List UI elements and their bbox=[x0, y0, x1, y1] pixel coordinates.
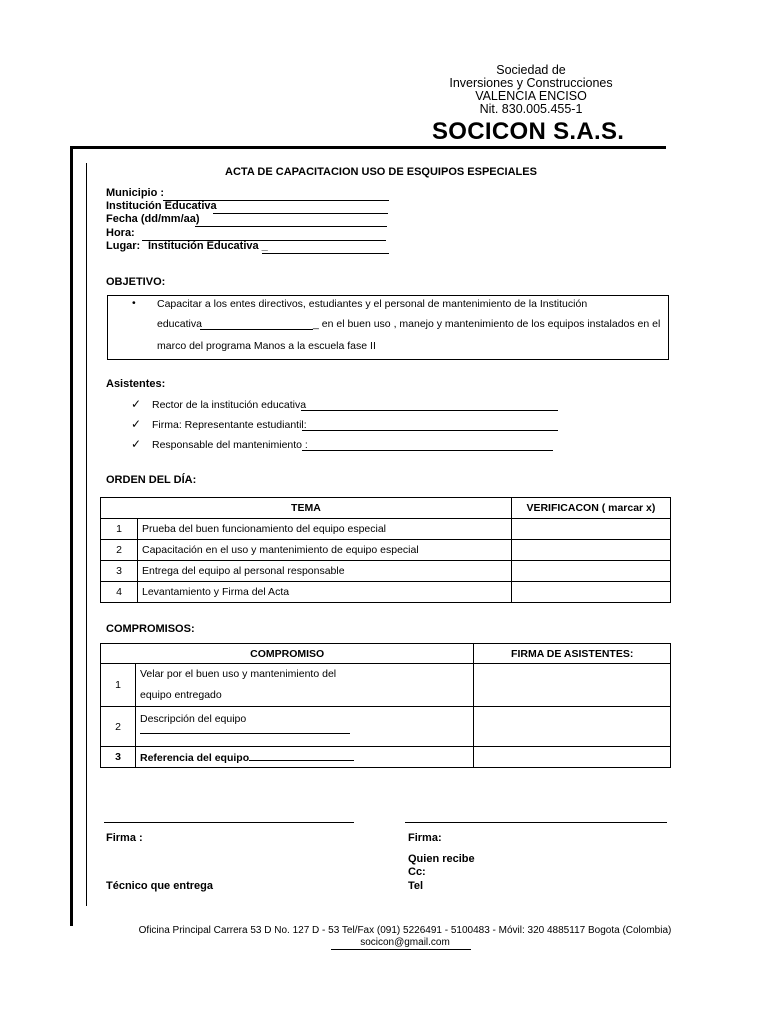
orden-verificacion-cell[interactable] bbox=[511, 561, 670, 582]
orden-tema: Entrega del equipo al personal responsable bbox=[138, 561, 512, 582]
field-lugar-input[interactable] bbox=[262, 241, 389, 254]
company-line-2: Inversiones y Construcciones bbox=[449, 76, 613, 90]
field-institucion-input[interactable] bbox=[213, 201, 388, 214]
compromiso-text bbox=[136, 747, 474, 768]
left-role-label: Técnico que entrega bbox=[106, 880, 213, 892]
asistente-rector: Rector de la institución educativa bbox=[152, 399, 307, 411]
compromiso-line-1: Velar por el buen uso y mantenimiento del bbox=[140, 668, 337, 680]
objetivo-line-3: marco del programa Manos a la escuela fase II bbox=[157, 340, 376, 352]
field-fecha-input[interactable] bbox=[195, 214, 387, 227]
objetivo-line-1: Capacitar a los entes directivos, estudiantes y el personal de mantenimiento de la Institución bbox=[157, 298, 588, 310]
compromiso-firma-cell[interactable] bbox=[474, 664, 671, 707]
table-row bbox=[101, 561, 671, 582]
orden-tema: Prueba del buen funcionamiento del equipo especial bbox=[138, 519, 512, 540]
company-brand: SOCICON S.A.S. bbox=[432, 118, 625, 145]
asistente-representante-input[interactable] bbox=[302, 418, 558, 431]
right-recibe-label: Quien recibe bbox=[408, 853, 475, 865]
table-row bbox=[101, 664, 671, 707]
field-lugar-label: Lugar: bbox=[106, 240, 141, 252]
field-hora-label: Hora: bbox=[106, 227, 135, 239]
asistente-mantenimiento: Responsable del mantenimiento : bbox=[152, 439, 308, 451]
compromisos-col-firma: FIRMA DE ASISTENTES: bbox=[474, 644, 671, 664]
compromisos-col-compromiso: COMPROMISO bbox=[101, 644, 474, 664]
field-institucion-label: Institución Educativa bbox=[106, 200, 217, 212]
table-row bbox=[101, 519, 671, 540]
objetivo-heading: OBJETIVO: bbox=[106, 276, 166, 288]
field-lugar-value: Institución Educativa _ bbox=[148, 240, 268, 252]
table-row bbox=[101, 707, 671, 747]
table-row bbox=[101, 582, 671, 603]
table-row bbox=[101, 747, 671, 768]
asistente-mantenimiento-input[interactable] bbox=[302, 438, 553, 451]
footer bbox=[80, 925, 730, 949]
orden-col-tema: TEMA bbox=[101, 498, 512, 519]
check-icon: ✓ bbox=[131, 397, 142, 411]
left-firma-label: Firma : bbox=[106, 832, 143, 844]
orden-num: 2 bbox=[101, 540, 138, 561]
right-tel-label: Tel bbox=[408, 880, 424, 892]
orden-num: 1 bbox=[101, 519, 138, 540]
compromisos-heading: COMPROMISOS: bbox=[106, 623, 195, 635]
objetivo-bullet: • bbox=[132, 297, 136, 309]
objetivo-line-2b: _ en el buen uso , manejo y mantenimiento de los equipos instalados en el bbox=[313, 318, 661, 330]
orden-tema: Levantamiento y Firma del Acta bbox=[138, 582, 512, 603]
orden-heading: ORDEN DEL DÍA: bbox=[106, 474, 197, 486]
orden-tema: Capacitación en el uso y mantenimiento de equipo especial bbox=[138, 540, 512, 561]
footer-email[interactable]: socicon@gmail.com bbox=[360, 937, 450, 948]
company-line-3: VALENCIA ENCISO bbox=[475, 89, 587, 103]
referencia-equipo-input[interactable] bbox=[249, 751, 354, 761]
compromiso-text bbox=[136, 707, 474, 747]
objetivo-line-2a: educativa bbox=[157, 318, 202, 330]
compromiso-num: 3 bbox=[101, 747, 136, 768]
descripcion-equipo-input[interactable] bbox=[140, 733, 350, 734]
compromiso-line-1: Descripción del equipo bbox=[140, 713, 247, 725]
right-cc-label: Cc: bbox=[408, 866, 426, 878]
document-title: ACTA DE CAPACITACION USO DE ESQUIPOS ESPECIALES bbox=[225, 166, 537, 178]
compromiso-firma-cell[interactable] bbox=[474, 747, 671, 768]
field-municipio-label: Municipio : bbox=[106, 187, 165, 199]
orden-header-row bbox=[101, 498, 671, 519]
compromiso-num: 1 bbox=[101, 664, 136, 707]
left-border bbox=[70, 146, 73, 926]
orden-verificacion-cell[interactable] bbox=[511, 582, 670, 603]
top-border bbox=[70, 146, 666, 149]
compromiso-line-2: equipo entregado bbox=[140, 689, 222, 701]
compromiso-num: 2 bbox=[101, 707, 136, 747]
compromiso-firma-cell[interactable] bbox=[474, 707, 671, 747]
right-firma-label: Firma: bbox=[408, 832, 442, 844]
orden-num: 4 bbox=[101, 582, 138, 603]
footer-rule bbox=[331, 949, 471, 950]
field-fecha-label: Fecha (dd/mm/aa) bbox=[106, 213, 200, 225]
asistente-rector-input[interactable] bbox=[301, 398, 558, 411]
left-signature-line[interactable] bbox=[104, 822, 354, 823]
compromiso-line-1: Referencia del equipo bbox=[140, 751, 250, 764]
table-row bbox=[101, 540, 671, 561]
asistentes-heading: Asistentes: bbox=[106, 378, 166, 390]
compromisos-header-row bbox=[101, 644, 671, 664]
asistente-representante: Firma: Representante estudiantil: bbox=[152, 419, 307, 431]
right-signature-line[interactable] bbox=[405, 822, 667, 823]
compromisos-table bbox=[100, 643, 671, 768]
footer-address: Oficina Principal Carrera 53 D No. 127 D - 53 Tel/Fax (091) 5226491 - 5100483 - Móvil: 320 4885117 Bogota (Colombia) bbox=[138, 925, 672, 936]
company-line-1: Sociedad de bbox=[496, 63, 566, 77]
orden-col-verificacion: VERIFICACON ( marcar x) bbox=[511, 498, 670, 519]
objetivo-institucion-input[interactable] bbox=[200, 318, 313, 330]
company-info bbox=[420, 64, 642, 116]
company-nit: Nit. 830.005.455-1 bbox=[479, 102, 583, 116]
check-icon: ✓ bbox=[131, 437, 142, 451]
inner-border bbox=[86, 163, 87, 906]
orden-verificacion-cell[interactable] bbox=[511, 519, 670, 540]
compromiso-text bbox=[136, 664, 474, 707]
orden-num: 3 bbox=[101, 561, 138, 582]
orden-verificacion-cell[interactable] bbox=[511, 540, 670, 561]
check-icon: ✓ bbox=[131, 417, 142, 431]
orden-table bbox=[100, 497, 671, 603]
